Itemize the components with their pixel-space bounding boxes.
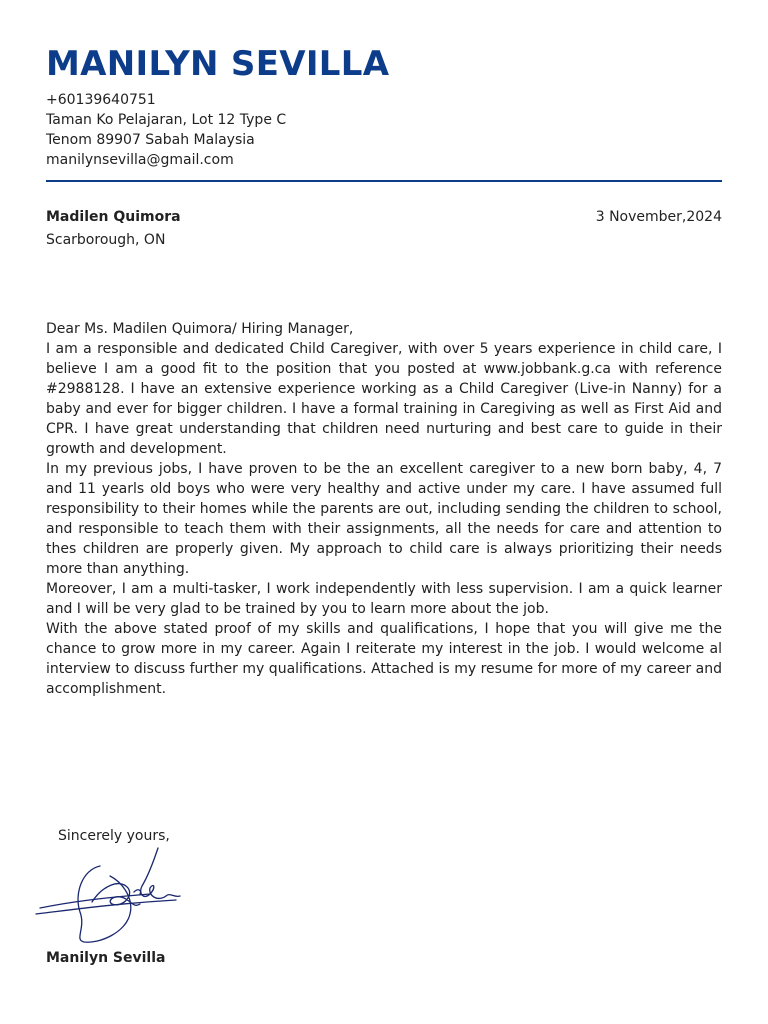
address-line-2: Tenom 89907 Sabah Malaysia — [46, 132, 255, 148]
paragraph: Moreover, I am a multi-tasker, I work independently with less supervision. I am a quick learner and I will be very glad to be trained by you to learn more about the job. — [46, 581, 722, 617]
closing-phrase: Sincerely yours, — [58, 828, 170, 844]
address-line-1: Taman Ko Pelajaran, Lot 12 Type C — [46, 112, 287, 128]
paragraph: In my previous jobs, I have proven to be the an excellent caregiver to a new born baby, 4, 7 and 11 yearls old boys who were very healthy and active under my care. I have assumed full responsibility to their homes while the parents are out, including sending the children to school, and responsible to teach them with their assignments, all the needs for care and attention to thes children are properly given. My approach to child care is always prioritizing their needs more than anything. — [46, 461, 722, 577]
letter-date: 3 November,2024 — [595, 209, 722, 225]
letter-body — [46, 319, 722, 699]
salutation: Dear Ms. Madilen Quimora/ Hiring Manager, — [46, 321, 354, 337]
signer-name: Manilyn Sevilla — [46, 950, 166, 966]
handwritten-signature — [30, 842, 190, 948]
recipient-city: Scarborough, ON — [46, 232, 166, 248]
paragraph: With the above stated proof of my skills and qualifications, I hope that you will give me the chance to grow more in my career. Again I reiterate my interest in the job. I would welcome al interview to discuss further my qualifications. Attached is my resume for more of my career and accomplishment. — [46, 621, 722, 697]
applicant-name: MANILYN SEVILLA — [46, 44, 390, 84]
email-address: manilynsevilla@gmail.com — [46, 152, 234, 168]
phone-number: +60139640751 — [46, 92, 156, 108]
paragraph: I am a responsible and dedicated Child Caregiver, with over 5 years experience in child care, I believe I am a good fit to the position that you posted at www.jobbank.g.ca with reference #2988128. I have an extensive experience working as a Child Caregiver (Live-in Nanny) for a baby and ever for bigger children. I have a formal training in Caregiving as well as First Aid and CPR. I have great understanding that children need nurturing and best care to guide in their growth and development. — [46, 341, 722, 457]
recipient-name: Madilen Quimora — [46, 209, 181, 225]
header-divider — [46, 180, 722, 182]
contact-block — [46, 90, 286, 170]
